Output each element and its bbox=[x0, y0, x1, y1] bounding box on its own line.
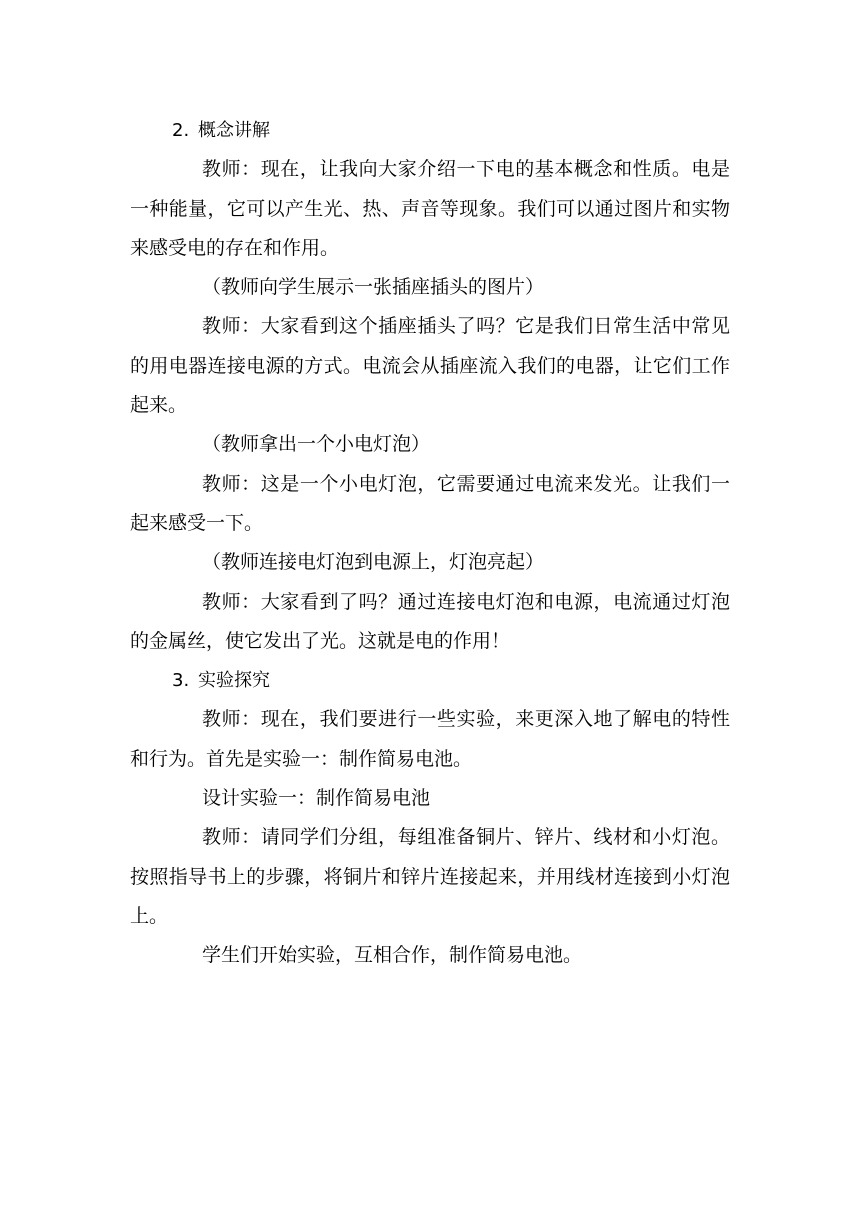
paragraph: 教师：这是一个小电灯泡，它需要通过电流来发光。让我们一起来感受一下。 bbox=[130, 472, 730, 534]
section-number: 2. bbox=[172, 120, 190, 141]
section-heading bbox=[130, 661, 730, 700]
paragraph: 学生们开始实验，互相合作，制作简易电池。 bbox=[202, 944, 583, 967]
section-heading bbox=[130, 111, 730, 150]
stage-direction: （教师拿出一个小电灯泡） bbox=[202, 433, 431, 456]
section-title: 实验探究 bbox=[198, 670, 270, 692]
paragraph: 教师：现在，我们要进行一些实验，来更深入地了解电的特性和行为。首先是实验一：制作简易电池。 bbox=[130, 708, 730, 770]
stage-direction: （教师连接电灯泡到电源上，灯泡亮起） bbox=[202, 551, 545, 574]
paragraph: 教师：大家看到了吗？通过连接电灯泡和电源，电流通过灯泡的金属丝，使它发出了光。这就是电的作用！ bbox=[130, 590, 730, 652]
paragraph: 教师：大家看到这个插座插头了吗？它是我们日常生活中常见的用电器连接电源的方式。电流会从插座流入我们的电器，让它们工作起来。 bbox=[130, 315, 730, 417]
section-title: 概念讲解 bbox=[198, 120, 270, 141]
section-number: 3. bbox=[172, 670, 190, 692]
paragraph: 教师：现在，让我向大家介绍一下电的基本概念和性质。电是一种能量，它可以产生光、热、声音等现象。我们可以通过图片和实物来感受电的存在和作用。 bbox=[130, 158, 730, 259]
stage-direction: （教师向学生展示一张插座插头的图片） bbox=[202, 276, 545, 299]
paragraph: 教师：请同学们分组，每组准备铜片、锌片、线材和小灯泡。按照指导书上的步骤，将铜片和锌片连接起来，并用线材连接到小灯泡上。 bbox=[130, 826, 730, 927]
document-body bbox=[130, 111, 730, 976]
experiment-title: 设计实验一：制作简易电池 bbox=[202, 787, 431, 810]
